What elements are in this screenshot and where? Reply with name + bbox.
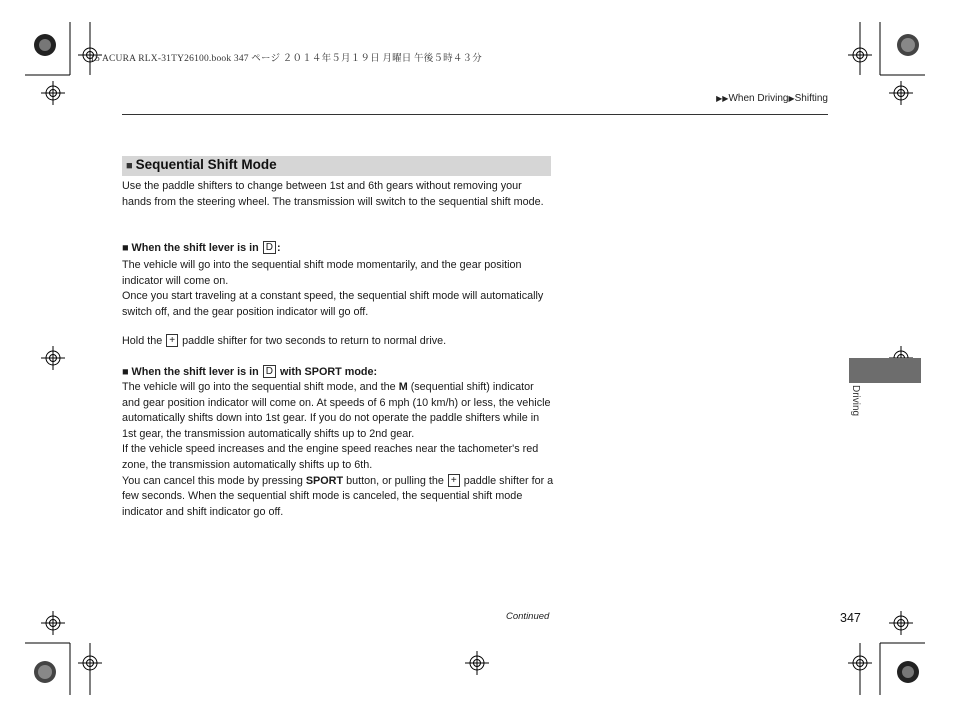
subheading-d-colon: : — [276, 242, 281, 254]
sub2-body — [122, 380, 554, 520]
subheading-sport-post: with SPORT mode: — [279, 366, 378, 378]
triangle-icon: ▶ — [788, 94, 795, 103]
sub1-para-2: Once you start traveling at a constant speed, the sequential shift mode will automatically switch off, and the gear position indicator will go off. — [122, 290, 544, 318]
d-position-key: D — [263, 365, 276, 378]
double-triangle-icon: ▶▶ — [716, 94, 729, 103]
section-title — [126, 157, 277, 172]
section-header-bar — [122, 156, 551, 176]
hold-text-pre: Hold the — [122, 335, 163, 347]
breadcrumb-level2[interactable]: Shifting — [794, 93, 828, 104]
sub2-p3-pre: You can cancel this mode by pressing — [122, 474, 303, 487]
square-bullet-icon: ■ — [122, 242, 129, 254]
sub2-para-1 — [122, 380, 554, 442]
header-rule — [122, 114, 828, 115]
sub2-para-3 — [122, 474, 554, 521]
plus-paddle-key: + — [448, 474, 460, 487]
d-position-key: D — [263, 241, 276, 254]
continued-label: Continued — [506, 611, 550, 622]
square-bullet-icon: ■ — [126, 160, 133, 172]
breadcrumb-level1[interactable]: When Driving — [728, 93, 789, 104]
print-header: 15 ACURA RLX-31TY26100.book 347 ページ ２０１４年５月１９日 月曜日 午後５時４３分 — [90, 54, 482, 64]
chapter-side-tab[interactable] — [849, 358, 921, 383]
sub2-p3-mid: button, or pulling the — [346, 474, 444, 487]
square-bullet-icon: ■ — [122, 366, 129, 378]
page-number: 347 — [840, 611, 861, 625]
breadcrumb — [716, 93, 828, 104]
hold-instruction — [122, 334, 554, 350]
chapter-side-label: Driving — [850, 385, 861, 417]
hold-text-post: paddle shifter for two seconds to return to normal drive. — [182, 335, 447, 347]
plus-paddle-key: + — [166, 334, 178, 347]
sub1-body — [122, 258, 554, 320]
subheading-d — [122, 241, 281, 254]
intro-text: Use the paddle shifters to change between 1st and 6th gears without removing your hands from the steering wheel. The transmission will switch to the sequential shift mode. — [122, 180, 544, 208]
sub1-para-1: The vehicle will go into the sequential shift mode momentarily, and the gear position indicator will come on. — [122, 259, 522, 287]
sub2-p3-post: paddle shifter for a few seconds. When the sequential shift mode is canceled, the sequential shift mode indicator and shift indicator go off. — [122, 474, 554, 518]
m-indicator-label: M — [398, 381, 408, 393]
sport-button-label: SPORT — [305, 474, 344, 487]
subheading-sport-text: When the shift lever is in — [131, 366, 259, 378]
subheading-d-text: When the shift lever is in — [131, 242, 259, 254]
sub2-para-2: If the vehicle speed increases and the engine speed reaches near the tachometer's red zone, the transmission automatically shifts up to 6th. — [122, 443, 539, 471]
intro-paragraph — [122, 179, 554, 210]
section-title-text: Sequential Shift Mode — [135, 157, 277, 172]
sub2-p1-post: (sequential shift) indicator and gear position indicator will come on. At speeds of 6 mph (10 km/h) or less, the vehicle automatically shifts down into 1st gear. If you do not operate the paddle shifters while in 1st gear, the transmission automatically shifts up to 2nd gear. — [122, 381, 551, 440]
sub2-p1-pre: The vehicle will go into the sequential shift mode, and the — [122, 381, 396, 393]
subheading-d-sport — [122, 365, 377, 378]
